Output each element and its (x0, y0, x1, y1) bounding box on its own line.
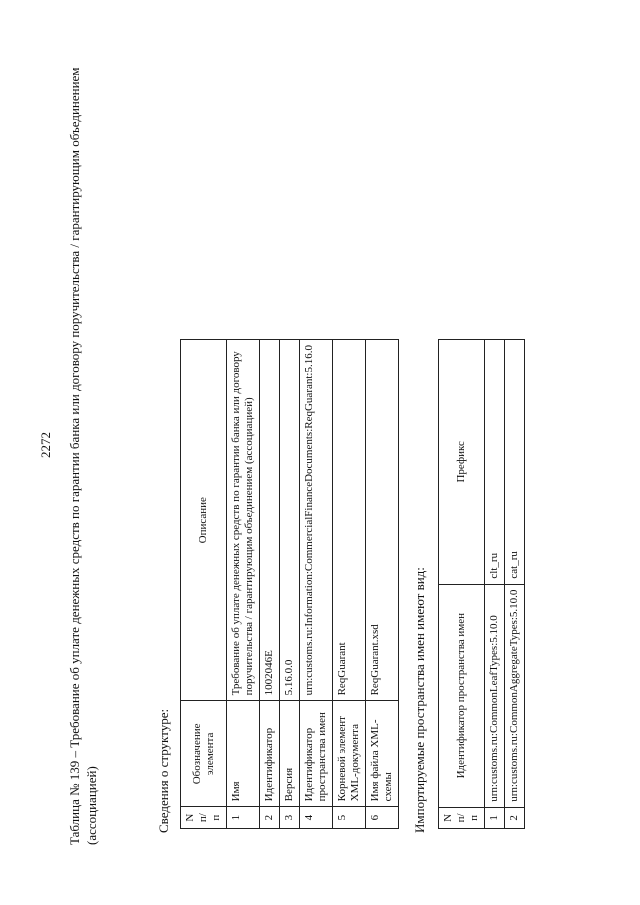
namespace-prefix: clt_ru (485, 340, 505, 585)
element-description: ReqGuarant (333, 340, 366, 701)
element-description: ReqGuarant.xsd (366, 340, 399, 701)
namespace-id: urn:customs.ru:CommonLeafTypes:5.10.0 (485, 584, 505, 807)
row-number: 2 (260, 807, 280, 829)
row-number: 3 (280, 807, 300, 829)
namespace-id: urn:customs.ru:CommonAggregateTypes:5.10.0 (505, 584, 525, 807)
row-number: 5 (333, 807, 366, 829)
table-row (485, 340, 505, 829)
namespace-prefix: cat_ru (505, 340, 525, 585)
element-label: Имя (227, 701, 260, 807)
row-number: 6 (366, 807, 399, 829)
structure-heading: Сведения о структуре: (156, 708, 171, 833)
row-number: 1 (227, 807, 260, 829)
column-header-element: Обозначение элемента (181, 701, 227, 807)
element-label: Корневой элемент XML-документа (333, 701, 366, 807)
column-header-number: N п/п (181, 807, 227, 829)
row-number: 4 (300, 807, 333, 829)
column-header-prefix: Префикс (439, 340, 485, 585)
table-row (280, 340, 300, 829)
table-row (227, 340, 260, 829)
column-header-namespace-id: Идентификатор пространства имен (439, 584, 485, 807)
table-row (505, 340, 525, 829)
structure-table (180, 339, 399, 829)
element-label: Имя файла XML-схемы (366, 701, 399, 807)
namespaces-table (438, 339, 525, 829)
element-label: Версия (280, 701, 300, 807)
page-number: 2272 (38, 432, 53, 458)
namespaces-heading: Импортируемые пространства имен имеют вид: (412, 567, 427, 833)
table-row (300, 340, 333, 829)
table-row (366, 340, 399, 829)
element-label: Идентификатор (260, 701, 280, 807)
table-row (260, 340, 280, 829)
element-label: Идентификатор пространства имен (300, 701, 333, 807)
row-number: 2 (505, 807, 525, 828)
element-description: 1002046E (260, 340, 280, 701)
row-number: 1 (485, 807, 505, 828)
table-header-row (439, 340, 485, 829)
column-header-number: N п/п (439, 807, 485, 828)
table-title: Таблица № 139 – Требование об уплате денежных средств по гарантии банка или договору поручительства / гарантирующим объединением (ассоциацией) (67, 67, 99, 845)
element-description: Требование об уплате денежных средств по гарантии банка или договору поручительства / гарантирующим объединением (ассоциацией) (227, 340, 260, 701)
table-row (333, 340, 366, 829)
element-description: 5.16.0.0 (280, 340, 300, 701)
table-header-row (181, 340, 227, 829)
column-header-description: Описание (181, 340, 227, 701)
element-description: urn:customs.ru:Information:CommercialFinanceDocuments:ReqGuarant:5.16.0 (300, 340, 333, 701)
